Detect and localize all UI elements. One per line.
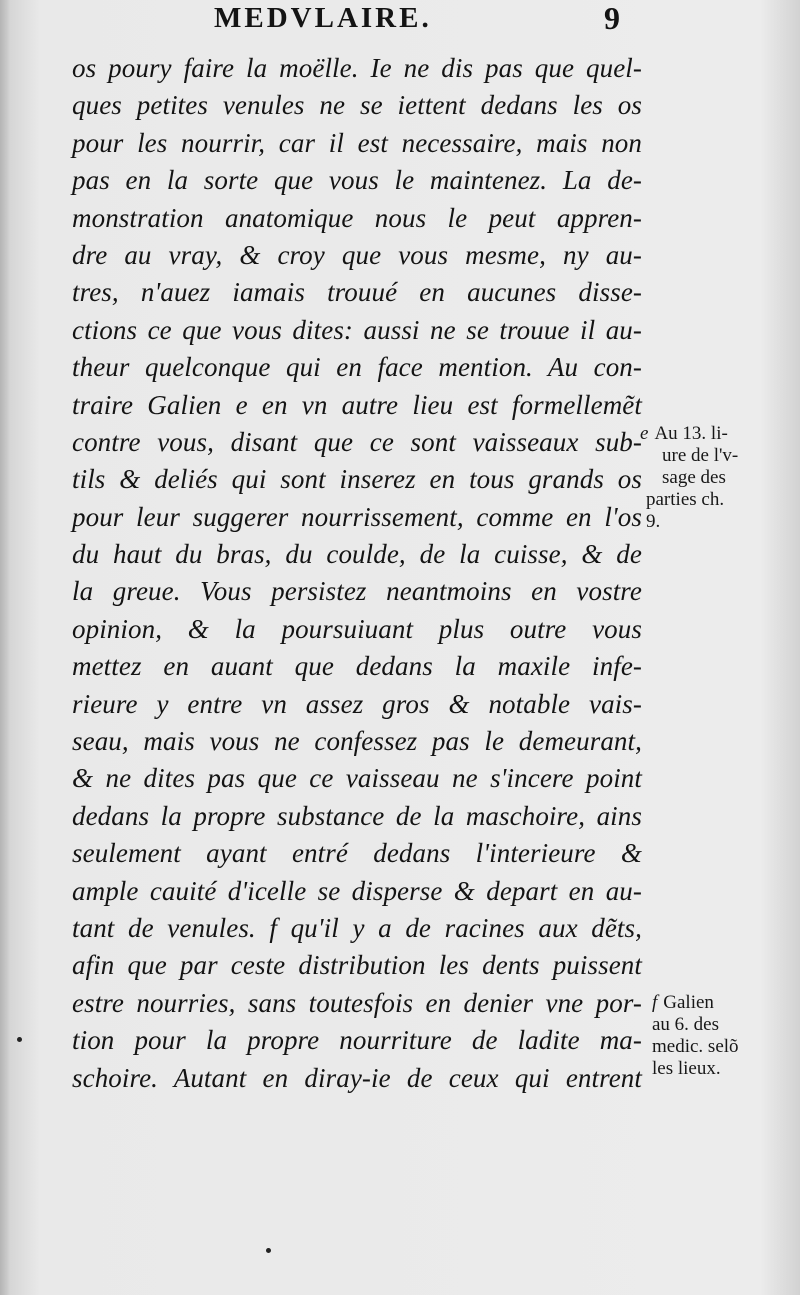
text-line: afin que par ceste distribution les dents puissent <box>72 950 642 981</box>
margin-note-galien-medic <box>652 992 792 1080</box>
text-line: os poury faire la moëlle. Ie ne dis pas que quel- <box>72 53 642 83</box>
text-line: ques petites venules ne se iettent dedans les os <box>72 90 642 121</box>
text-line: contre vous, disant que ce sont vaisseaux sub- <box>72 426 642 457</box>
note-line: Au 13. li- <box>654 423 728 444</box>
text-line: seulement ayant entré dedans l'interieure & <box>72 838 642 869</box>
text-line: pour les nourrir, car il est necessaire, mais non <box>72 127 642 158</box>
margin-note-galien-usage <box>640 423 780 533</box>
text-line: seau, mais vous ne confessez pas le demeurant, <box>72 726 642 757</box>
text-line: du haut du bras, du coulde, de la cuisse, & de <box>72 539 642 570</box>
text-line: opinion, & la poursuiuant plus outre vous <box>72 613 642 644</box>
text-line: mettez en auant que dedans la maxile infe- <box>72 651 642 682</box>
note-marker: e <box>640 423 649 444</box>
ink-speck <box>17 1037 22 1042</box>
text-line: tion pour la propre nourriture de ladite ma- <box>72 1025 642 1056</box>
text-line: estre nourries, sans toutesfois en denier vne por- <box>72 987 642 1018</box>
text-line: schoire. Autant en diray-ie de ceux qui entrent <box>72 1062 642 1093</box>
note-line: Galien <box>663 992 714 1013</box>
note-line: au 6. des <box>652 1014 720 1035</box>
text-line: theur quelconque qui en face mention. Au con- <box>72 352 642 383</box>
page-number: 9 <box>604 0 620 36</box>
text-line: tres, n'auez iamais trouué en aucunes disse- <box>72 277 642 308</box>
text-line: dedans la propre substance de la maschoire, ains <box>72 800 642 831</box>
gutter-shadow <box>0 0 10 1295</box>
text-line: tils & deliés qui sont inserez en tous grands os <box>72 464 642 495</box>
note-line: les lieux. <box>652 1058 721 1079</box>
text-line: rieure y entre vn assez gros & notable vais- <box>72 688 642 719</box>
text-line: pas en la sorte que vous le maintenez. La de- <box>72 165 642 196</box>
text-line: tant de venules. f qu'il y a de racines aux dẽts, <box>72 912 642 943</box>
running-title: MEDVLAIRE. <box>214 2 432 34</box>
note-line: parties ch. <box>646 489 725 510</box>
text-line: pour leur suggerer nourrissement, comme en l'os <box>72 501 642 532</box>
note-marker: f <box>652 992 658 1013</box>
running-head <box>0 0 800 40</box>
text-line: ample cauité d'icelle se disperse & depart en au- <box>72 875 642 906</box>
text-line: ctions ce que vous dites: aussi ne se trouue il au- <box>72 314 642 345</box>
text-line: & ne dites pas que ce vaisseau ne s'incere point <box>72 763 642 794</box>
text-line: dre au vray, & croy que vous mesme, ny au- <box>72 239 642 270</box>
text-line: la greue. Vous persistez neantmoins en vostre <box>72 576 642 607</box>
note-line: medic. selõ <box>652 1036 739 1057</box>
text-line: monstration anatomique nous le peut appren- <box>72 202 642 233</box>
text-line: traire Galien e en vn autre lieu est formellemẽt <box>72 389 642 420</box>
note-line: ure de l'v- <box>662 445 739 466</box>
main-text-block <box>72 50 642 1097</box>
ink-speck <box>266 1248 271 1253</box>
note-line: 9. <box>646 511 661 532</box>
note-line: sage des <box>662 467 726 488</box>
